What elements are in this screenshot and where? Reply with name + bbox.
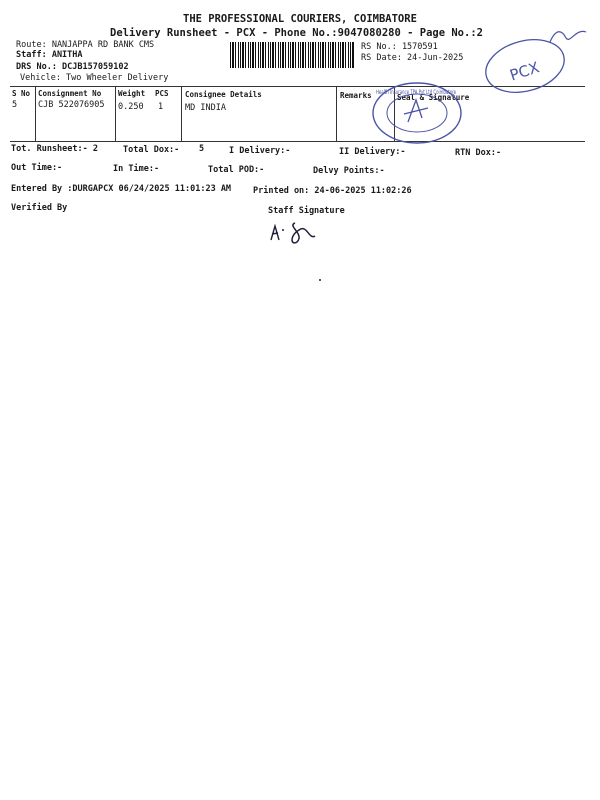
row-consignment: CJB 522076905 <box>38 100 105 110</box>
seal-stamp-text: Health Insurance TPA Pvt Ltd Coimbatore <box>376 89 457 96</box>
rtn-dox: RTN Dox:- <box>455 148 502 158</box>
header-consignee: Consignee Details <box>185 90 262 99</box>
table-bottom-border <box>10 141 585 142</box>
out-time: Out Time:- <box>11 163 63 173</box>
vehicle-text: Vehicle: Two Wheeler Delivery <box>20 73 169 83</box>
column-divider <box>181 86 182 141</box>
header-weight: Weight <box>118 89 146 98</box>
row-consignee: MD INDIA <box>185 103 226 113</box>
handwritten-signature <box>265 218 325 248</box>
column-divider <box>336 86 337 141</box>
signature-scribble <box>548 24 588 46</box>
ii-delivery: II Delivery:- <box>339 147 406 157</box>
column-divider <box>115 86 116 141</box>
rs-date: RS Date: 24-Jun-2025 <box>361 53 464 63</box>
company-seal-stamp <box>368 78 466 148</box>
verified-by: Verified By <box>11 203 68 213</box>
drs-number: DRS No.: DCJB157059102 <box>16 62 129 72</box>
in-time: In Time:- <box>113 164 160 174</box>
i-delivery: I Delivery:- <box>229 146 291 156</box>
header-consignment: Consignment No <box>38 89 102 98</box>
total-pod: Total POD:- <box>208 165 265 175</box>
route-text: Route: NANJAPPA RD BANK CMS <box>16 40 155 50</box>
row-weight: 0.250 <box>118 102 144 112</box>
row-pcs: 1 <box>158 102 164 112</box>
rs-number: RS No.: 1570591 <box>361 42 438 52</box>
row-sno: 5 <box>12 100 18 110</box>
header-sno: S No <box>12 89 31 98</box>
runsheet-subtitle: Delivery Runsheet - PCX - Phone No.:9047080280 - Page No.:2 <box>110 27 483 39</box>
pcx-stamp-text: PCX <box>507 58 542 85</box>
stray-mark <box>319 279 321 281</box>
entered-by: Entered By :DURGAPCX 06/24/2025 11:01:23 AM <box>11 184 232 194</box>
header-pcs: PCS <box>155 89 169 98</box>
staff-text: Staff: ANITHA <box>16 50 83 60</box>
printed-on: Printed on: 24-06-2025 11:02:26 <box>253 186 412 196</box>
header-remarks: Remarks <box>340 91 372 100</box>
total-dox-value: 5 <box>199 144 205 154</box>
tot-runsheet: Tot. Runsheet:- 2 <box>11 144 98 154</box>
column-divider <box>35 86 36 141</box>
staff-signature-label: Staff Signature <box>268 206 345 216</box>
barcode <box>230 42 354 68</box>
company-title: THE PROFESSIONAL COURIERS, COIMBATORE <box>183 13 417 25</box>
delvy-points: Delvy Points:- <box>313 166 385 176</box>
header-seal: Seal & Signature <box>397 93 470 102</box>
total-dox-label: Total Dox:- <box>123 145 180 155</box>
